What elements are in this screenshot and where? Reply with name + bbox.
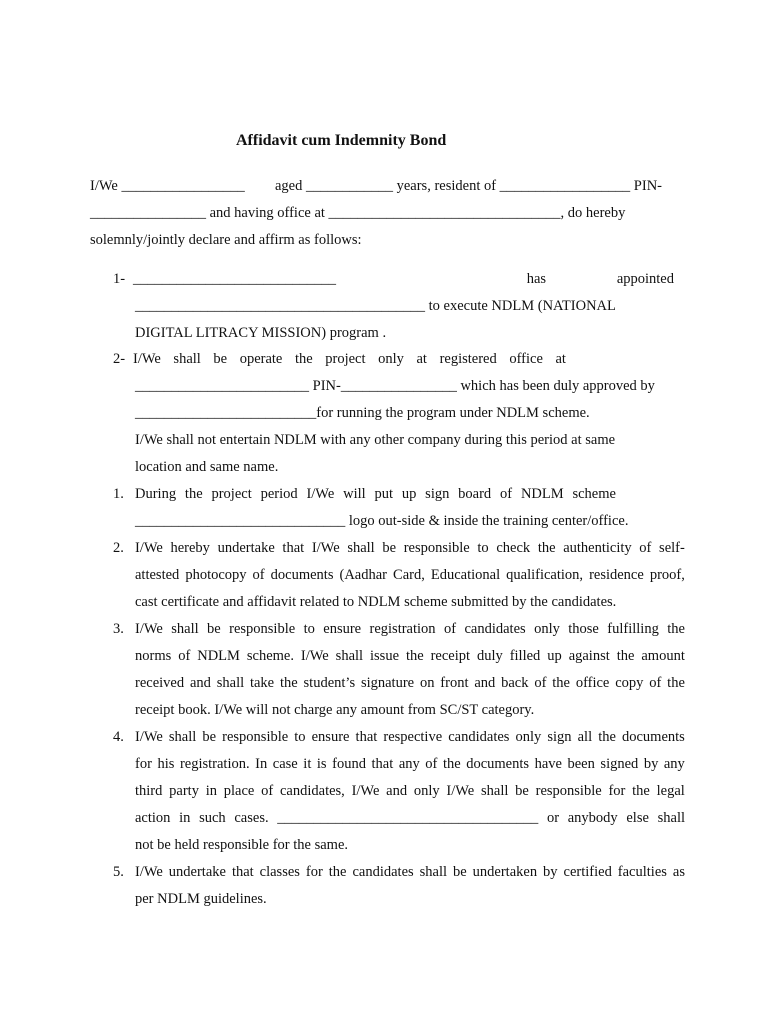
numbered-item-word: legal bbox=[656, 783, 685, 799]
intro-line-1-part: aged ____________ years, resident of __________________ PIN- bbox=[274, 178, 662, 194]
numbered-item-word: of bbox=[261, 783, 274, 799]
numbered-item-word: be bbox=[202, 729, 217, 745]
numbered-item-word: signature bbox=[360, 675, 415, 691]
intro-line-1-part: I/We _________________ bbox=[90, 178, 245, 194]
numbered-item-word: fulfilling bbox=[607, 621, 659, 637]
numbered-item-word: third bbox=[135, 783, 163, 799]
numbered-item-word: I/We bbox=[446, 783, 475, 799]
numbered-item-word: to bbox=[294, 729, 306, 745]
clause-2-line-5: location and same name. bbox=[135, 459, 279, 475]
numbered-item-word: signed bbox=[600, 756, 639, 772]
numbered-item-line bbox=[135, 755, 685, 773]
numbered-item-word: authenticity bbox=[563, 540, 632, 556]
numbered-item-line: per NDLM guidelines. bbox=[135, 891, 267, 907]
numbered-item-word: anybody bbox=[567, 810, 618, 826]
numbered-item-word: that bbox=[231, 864, 254, 880]
numbered-item-word: the bbox=[632, 783, 650, 799]
numbered-item-word: shall bbox=[657, 810, 685, 826]
clause-2-word: be bbox=[213, 351, 228, 367]
numbered-item-word: that bbox=[371, 756, 394, 772]
numbered-item-word: be bbox=[207, 621, 221, 637]
clause-1-word: appointed bbox=[616, 271, 674, 287]
numbered-item-line bbox=[135, 566, 685, 584]
clause-2-word: registered bbox=[439, 351, 497, 367]
numbered-item-word: Card, bbox=[393, 567, 425, 583]
numbered-item-word: or bbox=[546, 810, 560, 826]
numbered-item-word: only bbox=[515, 729, 542, 745]
numbered-item-word: in bbox=[179, 810, 191, 826]
clause-2-line-1 bbox=[133, 350, 566, 368]
numbered-item-word: I/We bbox=[135, 621, 163, 637]
numbered-item-word: the bbox=[405, 648, 424, 664]
numbered-item-word: responsible bbox=[535, 783, 602, 799]
numbered-item-word: cases. bbox=[234, 810, 269, 826]
numbered-item-word: the bbox=[667, 675, 685, 691]
numbered-item-word: his bbox=[157, 756, 175, 772]
numbered-item-marker: 4. bbox=[113, 729, 124, 745]
numbered-item-word: shall bbox=[168, 729, 197, 745]
numbered-item-word: During bbox=[135, 486, 177, 502]
numbered-item-line bbox=[135, 647, 685, 665]
clause-1-marker: 1- bbox=[113, 271, 126, 287]
numbered-item-word: all bbox=[577, 729, 593, 745]
numbered-item-word: I/We bbox=[135, 729, 163, 745]
numbered-item-word: the bbox=[328, 864, 347, 880]
numbered-item-line bbox=[135, 782, 685, 800]
numbered-item-word: I/We bbox=[135, 864, 163, 880]
numbered-item-word: the bbox=[667, 621, 685, 637]
numbered-item-word: of bbox=[500, 486, 513, 502]
numbered-item-word: faculties bbox=[617, 864, 667, 880]
numbered-item-word: shall bbox=[216, 675, 245, 691]
numbered-item-word: self- bbox=[659, 540, 685, 556]
clause-2-word: the bbox=[294, 351, 313, 367]
numbered-item-word: scheme. bbox=[246, 648, 294, 664]
numbered-item-word: been bbox=[567, 756, 595, 772]
numbered-item-word: documents bbox=[466, 756, 530, 772]
numbered-item-word: to bbox=[477, 540, 489, 556]
numbered-item-word: for bbox=[608, 783, 626, 799]
numbered-item-word: the bbox=[279, 675, 298, 691]
numbered-item-word: of bbox=[178, 648, 191, 664]
numbered-item-word: I/We bbox=[351, 783, 380, 799]
numbered-item-word: any bbox=[398, 756, 420, 772]
numbered-item-word: norms bbox=[135, 648, 172, 664]
numbered-item-word: copy bbox=[615, 675, 644, 691]
numbered-item-word: only bbox=[413, 783, 440, 799]
numbered-item-word: by bbox=[643, 756, 659, 772]
numbered-item-word: of bbox=[443, 621, 457, 637]
numbered-item-word: responsible bbox=[222, 729, 289, 745]
numbered-item-word: case bbox=[272, 756, 298, 772]
numbered-item-word: for bbox=[135, 756, 152, 772]
numbered-item-line bbox=[135, 539, 685, 557]
numbered-item-word: NDLM bbox=[520, 486, 564, 502]
numbered-item-word: the bbox=[552, 675, 570, 691]
numbered-item-line bbox=[135, 620, 685, 638]
numbered-item-word: will bbox=[343, 486, 366, 502]
numbered-item-word: the bbox=[442, 756, 461, 772]
numbered-item-word: photocopy bbox=[185, 567, 247, 583]
numbered-item-word: of bbox=[639, 540, 652, 556]
numbered-item-marker: 5. bbox=[113, 864, 124, 880]
numbered-item-word: issue bbox=[370, 648, 399, 664]
numbered-item-line bbox=[135, 809, 685, 827]
clause-1-blank: ____________________________ bbox=[133, 271, 336, 287]
numbered-item-word: of bbox=[425, 756, 438, 772]
numbered-item-word: residence bbox=[589, 567, 644, 583]
numbered-item-word: responsible bbox=[403, 540, 470, 556]
numbered-item-word: found bbox=[332, 756, 366, 772]
numbered-item-word: to bbox=[303, 621, 315, 637]
numbered-item-word: filled bbox=[509, 648, 541, 664]
numbered-item-word: for bbox=[305, 864, 323, 880]
numbered-item-word: is bbox=[316, 756, 327, 772]
clause-2-word: shall bbox=[173, 351, 201, 367]
intro-line-1 bbox=[90, 177, 662, 195]
numbered-item-word: classes bbox=[259, 864, 300, 880]
numbered-item-word: I/We bbox=[135, 540, 163, 556]
numbered-item-word: student’s bbox=[303, 675, 356, 691]
numbered-item-word: shall bbox=[481, 783, 509, 799]
numbered-item-word: that bbox=[282, 540, 305, 556]
numbered-item-word: on bbox=[419, 675, 435, 691]
numbered-item-word: check bbox=[496, 540, 531, 556]
clause-2-word: only bbox=[378, 351, 404, 367]
numbered-item-word: be bbox=[382, 540, 397, 556]
numbered-item-word: those bbox=[568, 621, 599, 637]
numbered-item-word: as bbox=[672, 864, 685, 880]
numbered-item-word: only bbox=[534, 621, 560, 637]
numbered-item-line bbox=[135, 674, 685, 692]
numbered-item-word: else bbox=[626, 810, 649, 826]
numbered-item-word: be bbox=[515, 783, 529, 799]
numbered-item-word: received bbox=[135, 675, 185, 691]
numbered-item-word: the bbox=[616, 648, 635, 664]
numbered-item-word: ensure bbox=[323, 621, 362, 637]
numbered-item-word: hereby bbox=[170, 540, 210, 556]
numbered-item-word: undertaken bbox=[472, 864, 538, 880]
numbered-item-word: have bbox=[534, 756, 562, 772]
numbered-item-word: shall bbox=[335, 648, 364, 664]
numbered-item-line: not be held responsible for the same. bbox=[135, 837, 349, 853]
clause-2-line-2: ________________________ PIN-________________ which has been duly approved by bbox=[135, 378, 655, 394]
numbered-item-word: candidates bbox=[352, 864, 414, 880]
numbered-item-word: action bbox=[135, 810, 171, 826]
clause-2-word: I/We bbox=[133, 351, 161, 367]
numbered-item-word: be bbox=[453, 864, 467, 880]
numbered-item-word: amount bbox=[641, 648, 685, 664]
numbered-item-word: by bbox=[543, 864, 558, 880]
numbered-item-word: of bbox=[649, 675, 662, 691]
numbered-item-word: the bbox=[598, 729, 616, 745]
numbered-item-word: undertake bbox=[168, 864, 226, 880]
clause-2-word: at bbox=[416, 351, 427, 367]
numbered-item-word: shall bbox=[171, 621, 199, 637]
clause-2-line-4: I/We shall not entertain NDLM with any other company during this period at same bbox=[135, 432, 616, 448]
numbered-item-word: duly bbox=[476, 648, 503, 664]
numbered-item-word: scheme bbox=[572, 486, 616, 502]
numbered-item-word: candidates bbox=[464, 621, 526, 637]
numbered-item-word: attested bbox=[135, 567, 180, 583]
numbered-item-word: In bbox=[255, 756, 268, 772]
numbered-item-marker: 3. bbox=[113, 621, 124, 637]
numbered-item-word: front bbox=[440, 675, 469, 691]
numbered-item-word: any bbox=[663, 756, 685, 772]
numbered-item-word: the bbox=[184, 486, 203, 502]
clause-2-word: office bbox=[509, 351, 543, 367]
numbered-item-word: of bbox=[534, 675, 547, 691]
numbered-item-word: and bbox=[474, 675, 496, 691]
numbered-item-word: period bbox=[260, 486, 298, 502]
numbered-item-line: cast certificate and affidavit related to NDLM scheme submitted by the candidates. bbox=[135, 594, 617, 610]
numbered-item-word: against bbox=[568, 648, 610, 664]
numbered-item-word: that bbox=[355, 729, 378, 745]
numbered-item-line bbox=[135, 485, 616, 503]
document-title: Affidavit cum Indemnity Bond bbox=[236, 132, 447, 149]
numbered-item-word: respective bbox=[383, 729, 443, 745]
intro-line-2: ________________ and having office at ________________________________, do hereby bbox=[90, 205, 626, 221]
numbered-item-word: proof, bbox=[649, 567, 685, 583]
numbered-item-word: office bbox=[575, 675, 610, 691]
clause-2-line-3: _________________________for running the program under NDLM scheme. bbox=[135, 405, 590, 421]
numbered-item-line: receipt book. I/We will not charge any amount from SC/ST category. bbox=[135, 702, 535, 718]
numbered-item-word: candidates, bbox=[279, 783, 345, 799]
numbered-item-word: responsible bbox=[229, 621, 296, 637]
numbered-item-word: ____________________________________ bbox=[277, 810, 539, 826]
numbered-item-word: take bbox=[249, 675, 275, 691]
numbered-item-word: documents bbox=[622, 729, 685, 745]
numbered-item-word: of bbox=[252, 567, 265, 583]
clause-1-line-3: DIGITAL LITRACY MISSION) program . bbox=[135, 325, 387, 341]
numbered-item-word: registration. bbox=[179, 756, 250, 772]
numbered-item-word: receipt bbox=[430, 648, 471, 664]
numbered-item-word: (Aadhar bbox=[339, 567, 388, 583]
numbered-item-word: shall bbox=[347, 540, 375, 556]
numbered-item-word: project bbox=[211, 486, 252, 502]
clause-1-line-1 bbox=[133, 270, 674, 288]
clause-2-word: project bbox=[325, 351, 366, 367]
numbered-item-marker: 1. bbox=[113, 486, 124, 502]
numbered-item-word: board bbox=[458, 486, 492, 502]
numbered-item-word: such bbox=[199, 810, 226, 826]
numbered-item-word: in bbox=[205, 783, 217, 799]
numbered-item-word: shall bbox=[419, 864, 448, 880]
numbered-item-word: up bbox=[401, 486, 417, 502]
numbered-item-word: NDLM bbox=[197, 648, 240, 664]
numbered-item-word: undertake bbox=[217, 540, 275, 556]
intro-line-3: solemnly/jointly declare and affirm as follows: bbox=[90, 232, 362, 248]
numbered-item-word: I/We bbox=[300, 648, 329, 664]
clause-1-word: has bbox=[526, 271, 547, 287]
numbered-item-word: and bbox=[189, 675, 211, 691]
clause-2-word: operate bbox=[239, 351, 283, 367]
numbered-item-line bbox=[135, 728, 685, 746]
clause-2-marker: 2- bbox=[113, 351, 126, 367]
numbered-item-word: certified bbox=[563, 864, 612, 880]
numbered-item-word: put bbox=[374, 486, 394, 502]
numbered-item-word: the bbox=[537, 540, 556, 556]
numbered-item-word: back bbox=[501, 675, 529, 691]
numbered-item-line bbox=[135, 863, 685, 881]
numbered-item-word: ensure bbox=[311, 729, 350, 745]
numbered-item-word: sign bbox=[547, 729, 572, 745]
numbered-item-word: I/We bbox=[306, 486, 335, 502]
clause-1-line-2: ________________________________________ to execute NDLM (NATIONAL bbox=[135, 298, 616, 314]
numbered-item-word: place bbox=[223, 783, 255, 799]
numbered-item-word: it bbox=[303, 756, 312, 772]
numbered-item-word: party bbox=[169, 783, 199, 799]
numbered-item-word: documents bbox=[270, 567, 334, 583]
numbered-item-word: candidates bbox=[448, 729, 510, 745]
clause-2-word: at bbox=[555, 351, 566, 367]
numbered-item-line: _____________________________ logo out-side & inside the training center/office. bbox=[135, 513, 629, 529]
numbered-item-word: I/We bbox=[311, 540, 340, 556]
numbered-item-word: sign bbox=[425, 486, 450, 502]
numbered-item-word: up bbox=[547, 648, 562, 664]
numbered-item-word: registration bbox=[369, 621, 436, 637]
numbered-item-word: Educational bbox=[430, 567, 501, 583]
numbered-item-word: qualification, bbox=[506, 567, 584, 583]
numbered-item-marker: 2. bbox=[113, 540, 124, 556]
numbered-item-word: and bbox=[386, 783, 408, 799]
